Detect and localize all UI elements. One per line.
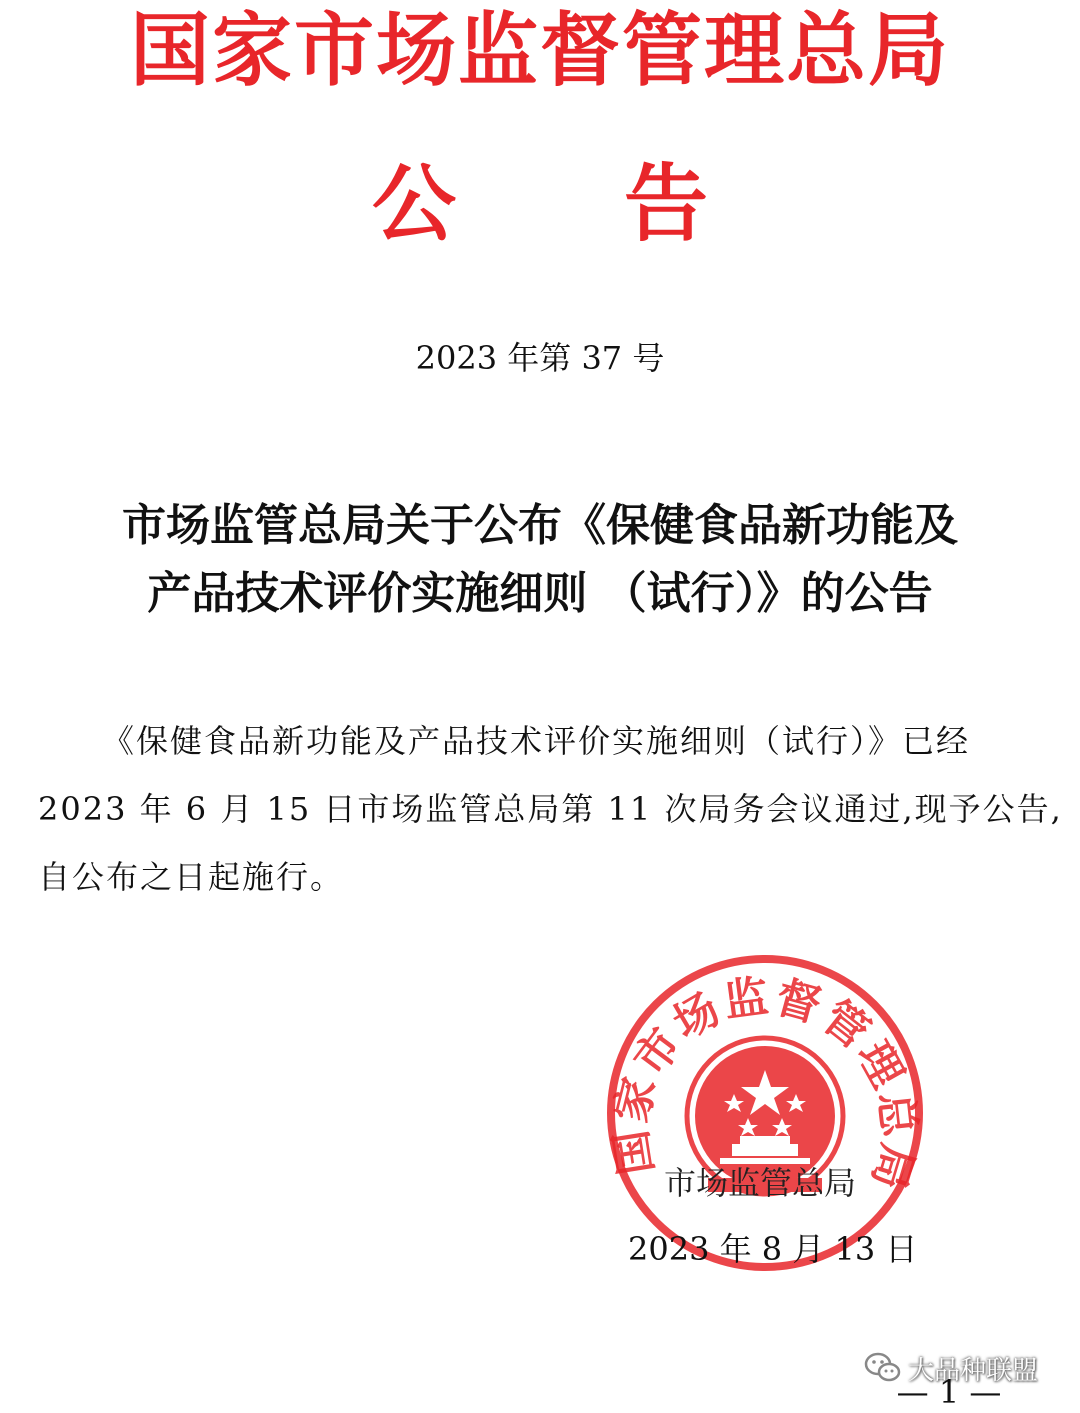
seal-text: 国家市场监督管理总局: [605, 970, 925, 1199]
body-line-2: 2023 年 6 月 15 日市场监管总局第 11 次局务会议通过,现予公告,: [38, 790, 1063, 828]
body-line-1: 《保健食品新功能及产品技术评价实施细则（试行）》已经: [102, 722, 971, 760]
notice-char-gao: 告: [624, 154, 709, 253]
issue-date: 2023 年 8 月 13 日: [628, 1230, 918, 1268]
watermark-text: 大品种联盟: [908, 1355, 1039, 1386]
issuer-signature: 市场监管总局: [664, 1164, 857, 1202]
body-line-3: 自公布之日起施行。: [38, 858, 345, 896]
notice-title: [0, 156, 1080, 252]
document-title-line-1: 市场监管总局关于公布《保健食品新功能及: [122, 500, 958, 551]
page-number: — 1 —: [896, 1373, 1002, 1411]
document-number: 2023 年第 37 号: [415, 339, 665, 377]
notice-char-gong: 公: [371, 154, 456, 253]
document-title-line-2: 产品技术评价实施细则 （试行）》的公告: [147, 568, 933, 619]
agency-header: 国家市场监督管理总局: [130, 3, 950, 97]
